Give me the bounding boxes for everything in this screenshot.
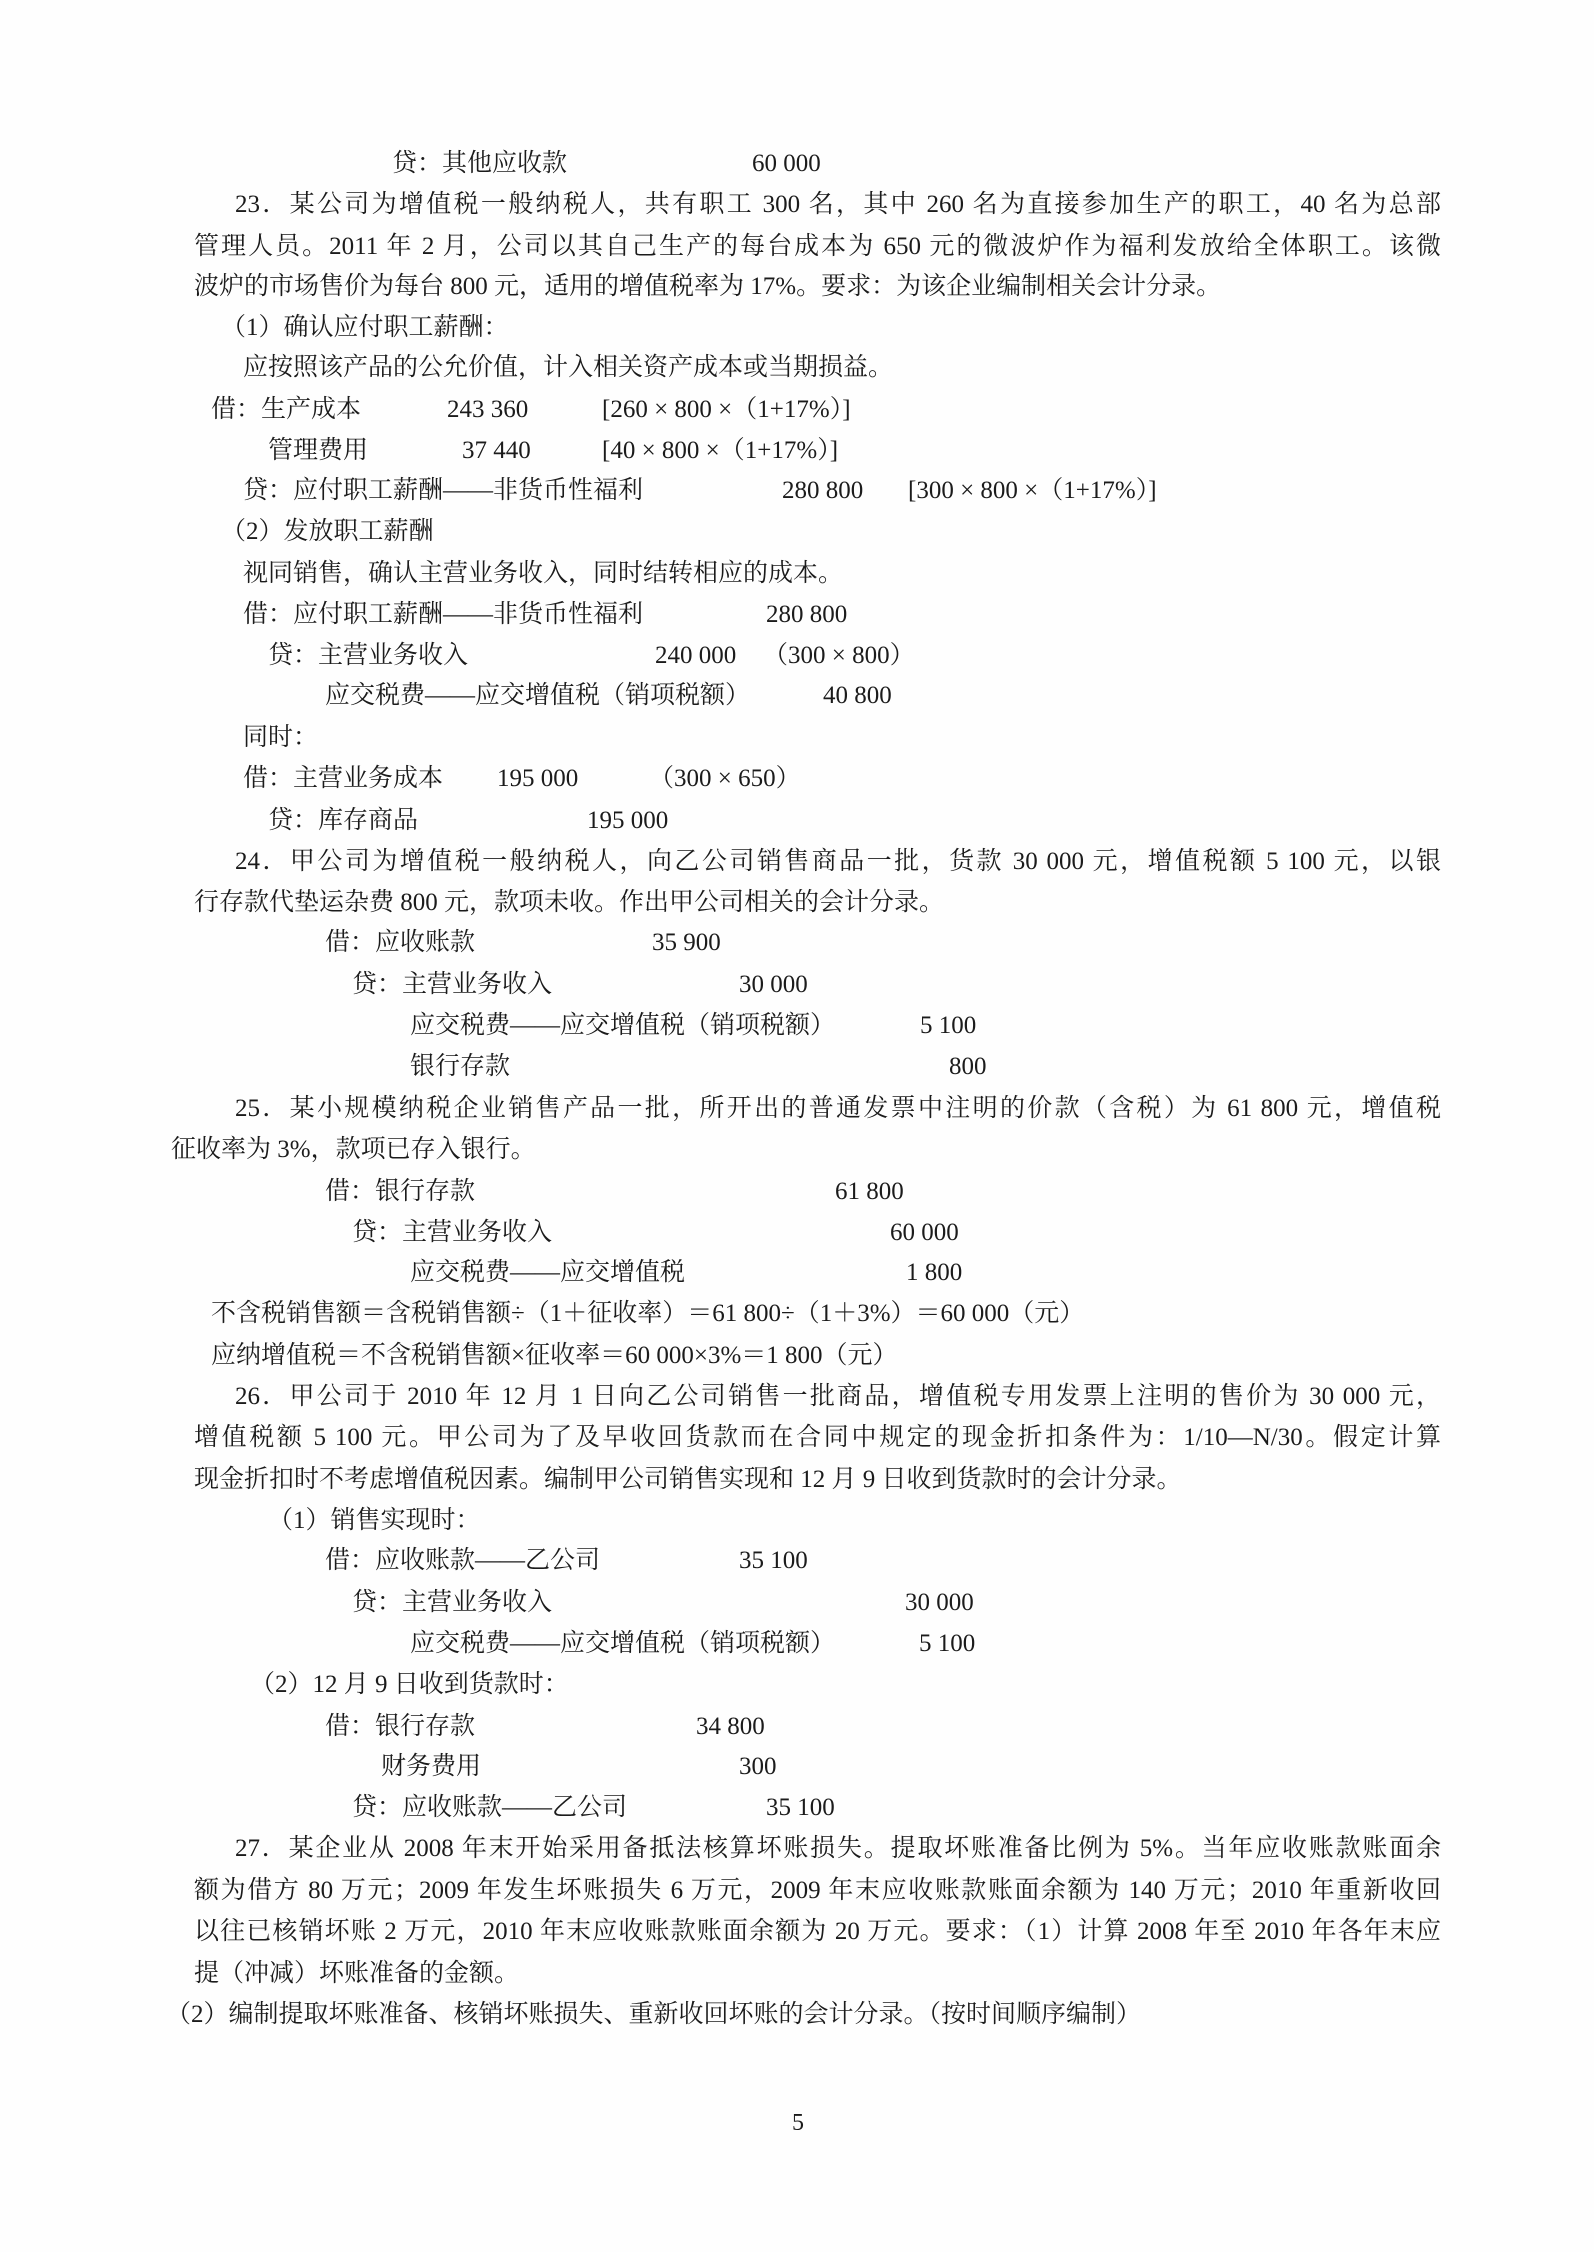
paragraph-line: 行存款代垫运杂费 800 元，款项未收。作出甲公司相关的会计分录。 <box>194 889 945 916</box>
paragraph-line: 24．甲公司为增值税一般纳税人，向乙公司销售商品一批，货款 30 000 元，增值税额 5 100 元，以银 <box>235 848 1441 875</box>
journal-entry-line <box>0 1747 1594 1787</box>
entry-note: （300 × 650） <box>649 765 801 792</box>
question-23-stem <box>0 267 1594 307</box>
formula-text: 应纳增值税＝不含税销售额×征收率＝60 000×3%＝1 800（元） <box>211 1342 898 1369</box>
question-27-stem <box>0 1912 1594 1952</box>
journal-entry-line <box>0 595 1594 635</box>
explanation-text: 应按照该产品的公允价值，计入相关资产成本或当期损益。 <box>243 354 894 381</box>
entry-amount: 195 000 <box>497 765 579 792</box>
entry-amount: 800 <box>949 1053 987 1080</box>
question-24-stem <box>0 842 1594 882</box>
entry-account: 管理费用 <box>268 437 369 464</box>
explanation-text: 视同销售，确认主营业务收入，同时结转相应的成本。 <box>243 560 844 587</box>
step-heading <box>0 1665 1594 1705</box>
journal-entry-line <box>0 965 1594 1005</box>
entry-account: 贷：主营业务收入 <box>352 1589 553 1616</box>
step-heading <box>0 1501 1594 1541</box>
entry-account: 借：应收账款——乙公司 <box>325 1547 601 1574</box>
entry-amount: 300 <box>739 1753 777 1780</box>
step-heading-text: （1）销售实现时： <box>268 1507 481 1534</box>
paragraph-line: 管理人员。2011 年 2 月，公司以其自己生产的每台成本为 650 元的微波炉作为福利发放给全体职工。该微 <box>194 233 1441 260</box>
entry-account: 贷：库存商品 <box>268 807 419 834</box>
entry-account: 借：生产成本 <box>211 396 362 423</box>
entry-account: 贷：主营业务收入 <box>352 1219 553 1246</box>
journal-entry-line <box>0 1788 1594 1828</box>
entry-account: 贷：主营业务收入 <box>268 642 469 669</box>
question-27-requirement <box>0 1995 1594 2035</box>
entry-amount: 30 000 <box>739 971 808 998</box>
question-26-stem <box>0 1460 1594 1500</box>
entry-amount: 30 000 <box>905 1589 974 1616</box>
entry-account: 财务费用 <box>381 1753 482 1780</box>
question-27-stem <box>0 1871 1594 1911</box>
entry-amount: 34 800 <box>696 1713 765 1740</box>
paragraph-line: 23．某公司为增值税一般纳税人，共有职工 300 名，其中 260 名为直接参加生产的职工，40 名为总部 <box>235 191 1441 218</box>
formula-text: 不含税销售额＝含税销售额÷（1＋征收率）＝61 800÷（1＋3%）＝60 000（元） <box>211 1300 1085 1327</box>
paragraph-line: 提（冲减）坏账准备的金额。 <box>194 1960 520 1987</box>
paragraph-line: 额为借方 80 万元；2009 年发生坏账损失 6 万元，2009 年末应收账款账面余额为 140 万元；2010 年重新收回 <box>194 1877 1441 1904</box>
question-24-stem <box>0 883 1594 923</box>
entry-amount: 35 100 <box>739 1547 808 1574</box>
paragraph-line: 26．甲公司于 2010 年 12 月 1 日向乙公司销售一批商品，增值税专用发票上注明的售价为 30 000 元， <box>235 1383 1441 1410</box>
paragraph-line: 增值税额 5 100 元。甲公司为了及早收回货款而在合同中规定的现金折扣条件为：1/10—N/30。假定计算 <box>194 1424 1441 1451</box>
paragraph-line: 25．某小规模纳税企业销售产品一批，所开出的普通发票中注明的价款（含税）为 61 800 元，增值税 <box>235 1095 1441 1122</box>
entry-amount: 280 800 <box>782 477 864 504</box>
entry-note: [40 × 800 ×（1+17%）] <box>602 437 839 464</box>
journal-entry-line <box>0 1006 1594 1046</box>
explanation-line <box>0 554 1594 594</box>
entry-account: 银行存款 <box>410 1053 511 1080</box>
entry-account: 应交税费——应交增值税（销项税额） <box>410 1012 836 1039</box>
step-heading-text: （1）确认应付职工薪酬： <box>221 314 509 341</box>
paragraph-line: 现金折扣时不考虑增值税因素。编制甲公司销售实现和 12 月 9 日收到货款时的会计分录。 <box>194 1466 1182 1493</box>
journal-entry-line <box>0 801 1594 841</box>
journal-entry-line <box>0 390 1594 430</box>
entry-account: 借：银行存款 <box>325 1713 476 1740</box>
formula-line <box>0 1294 1594 1334</box>
journal-entry-line <box>0 759 1594 799</box>
entry-amount: 1 800 <box>906 1259 963 1286</box>
journal-entry-line <box>0 1583 1594 1623</box>
entry-account: 借：应收账款 <box>325 929 476 956</box>
entry-amount: 35 100 <box>766 1794 835 1821</box>
entry-amount: 35 900 <box>652 929 721 956</box>
journal-entry-line <box>0 144 1594 184</box>
question-25-stem <box>0 1130 1594 1170</box>
journal-entry-line <box>0 471 1594 511</box>
entry-amount: 5 100 <box>920 1012 977 1039</box>
paragraph-line: 以往已核销坏账 2 万元，2010 年末应收账款账面余额为 20 万元。要求：（1）计算 2008 年至 2010 年各年末应 <box>194 1918 1441 1945</box>
entry-account: 贷：主营业务收入 <box>352 971 553 998</box>
question-27-stem <box>0 1829 1594 1869</box>
entry-account: 贷：应付职工薪酬——非货币性福利 <box>243 477 644 504</box>
paragraph-line: 波炉的市场售价为每台 800 元，适用的增值税率为 17%。要求：为该企业编制相关会计分录。 <box>194 273 1222 300</box>
page-number: 5 <box>792 2110 804 2136</box>
entry-amount: 40 800 <box>823 682 892 709</box>
entry-amount: 61 800 <box>835 1178 904 1205</box>
entry-account: 应交税费——应交增值税（销项税额） <box>325 682 751 709</box>
journal-entry-line <box>0 1172 1594 1212</box>
question-26-stem <box>0 1377 1594 1417</box>
entry-account: 借：应付职工薪酬——非货币性福利 <box>243 601 644 628</box>
journal-entry-line <box>0 923 1594 963</box>
journal-entry-line <box>0 1253 1594 1293</box>
entry-account: 借：银行存款 <box>325 1178 476 1205</box>
question-25-stem <box>0 1089 1594 1129</box>
explanation-line <box>0 348 1594 388</box>
journal-entry-line <box>0 676 1594 716</box>
question-23-stem <box>0 227 1594 267</box>
question-27-stem <box>0 1954 1594 1994</box>
question-23-stem <box>0 185 1594 225</box>
entry-amount: 60 000 <box>752 150 821 177</box>
entry-amount: 195 000 <box>587 807 669 834</box>
journal-entry-line <box>0 1707 1594 1747</box>
journal-entry-line <box>0 636 1594 676</box>
entry-amount: 5 100 <box>919 1630 976 1657</box>
entry-account: 贷：应收账款——乙公司 <box>352 1794 628 1821</box>
question-26-stem <box>0 1418 1594 1458</box>
journal-entry-line <box>0 431 1594 471</box>
entry-account: 应交税费——应交增值税（销项税额） <box>410 1630 836 1657</box>
entry-amount: 243 360 <box>447 396 529 423</box>
entry-note: [300 × 800 ×（1+17%）] <box>908 477 1157 504</box>
step-heading-text: （2）发放职工薪酬 <box>221 518 434 545</box>
step-heading-text: （2）12 月 9 日收到货款时： <box>250 1671 569 1698</box>
entry-account: 贷：其他应收款 <box>392 150 568 177</box>
entry-note: [260 × 800 ×（1+17%）] <box>602 396 851 423</box>
entry-amount: 280 800 <box>766 601 848 628</box>
paragraph-line: （2）编制提取坏账准备、核销坏账损失、重新收回坏账的会计分录。（按时间顺序编制） <box>166 2001 1142 2028</box>
paragraph-line: 征收率为 3%，款项已存入银行。 <box>171 1136 536 1163</box>
page-footer <box>0 2103 1594 2143</box>
journal-entry-line <box>0 1213 1594 1253</box>
explanation-line <box>0 718 1594 758</box>
explanation-text: 同时： <box>243 724 319 751</box>
entry-amount: 60 000 <box>890 1219 959 1246</box>
formula-line <box>0 1336 1594 1376</box>
step-heading <box>0 512 1594 552</box>
entry-account: 借：主营业务成本 <box>243 765 444 792</box>
journal-entry-line <box>0 1624 1594 1664</box>
entry-note: （300 × 800） <box>763 642 915 669</box>
entry-amount: 240 000 <box>655 642 737 669</box>
paragraph-line: 27．某企业从 2008 年末开始采用备抵法核算坏账损失。提取坏账准备比例为 5%。当年应收账款账面余 <box>235 1835 1441 1862</box>
entry-amount: 37 440 <box>462 437 531 464</box>
step-heading <box>0 308 1594 348</box>
journal-entry-line <box>0 1541 1594 1581</box>
entry-account: 应交税费——应交增值税 <box>410 1259 686 1286</box>
journal-entry-line <box>0 1047 1594 1087</box>
